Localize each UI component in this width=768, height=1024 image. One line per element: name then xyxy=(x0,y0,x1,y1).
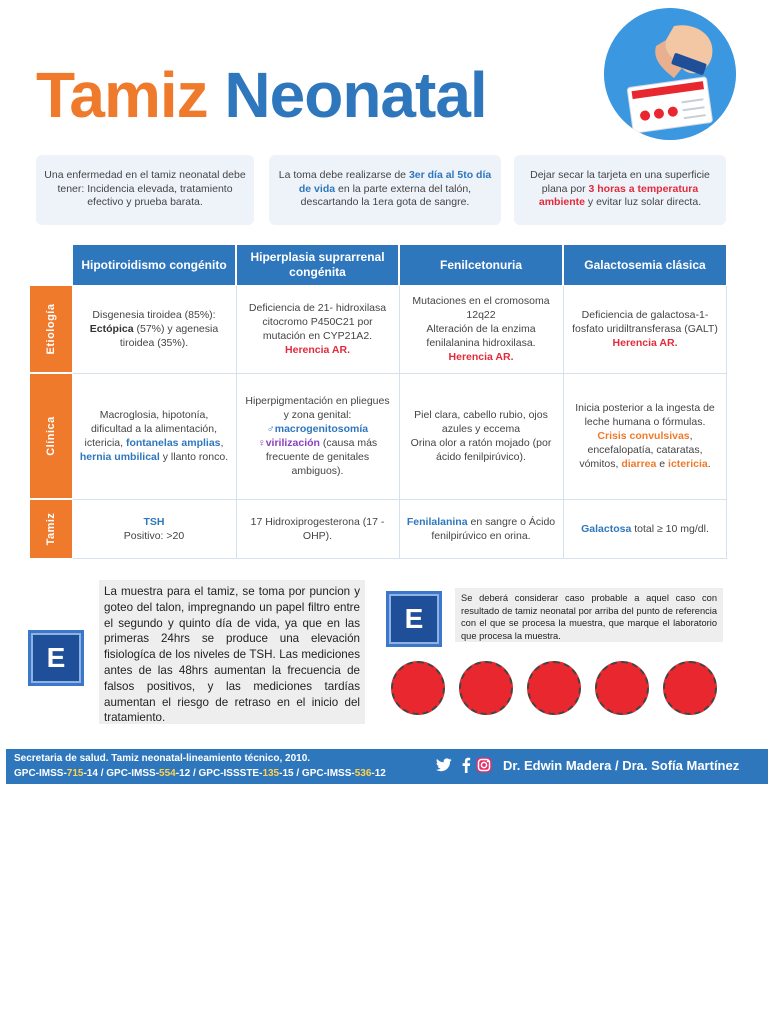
cell-text: e xyxy=(656,458,669,470)
cell-text: Mutaciones en el cromosoma 12q22 xyxy=(412,295,550,321)
cell-highlight: hernia umbilical xyxy=(79,451,160,463)
cell-text: Deficiencia de galactosa-1-fosfato uridiltransferasa (GALT) xyxy=(572,309,718,335)
cell-highlight: Crisis convulsivas xyxy=(597,430,690,442)
guide-number: 536 xyxy=(354,768,372,779)
cell-text: Inicia posterior a la ingesta de leche humana o fórmulas. xyxy=(575,402,715,428)
cell-clinica-fenilcetonuria xyxy=(400,374,562,498)
title-word-tamiz: Tamiz xyxy=(36,59,208,131)
blood-spot-icon xyxy=(459,661,513,715)
guide-code: GPC-IMSS- xyxy=(106,768,160,779)
blood-spot-icon xyxy=(663,661,717,715)
note-text: Dejar secar la tarjeta en una superficie plana por xyxy=(530,169,710,195)
cell-tamiz-fenilcetonuria xyxy=(400,500,562,558)
cell-etiologia-hiperplasia xyxy=(237,286,398,372)
guide-number: 554 xyxy=(159,768,176,779)
row-label-tamiz xyxy=(30,500,72,558)
cell-etiologia-fenilcetonuria xyxy=(400,286,562,372)
note-text: Una enfermedad en el tamiz neonatal debe tener: Incidencia elevada, tratamiento efectivo y prueba barata. xyxy=(44,169,246,208)
instagram-icon[interactable] xyxy=(476,757,492,773)
cell-text: Orina olor a ratón mojado (por ácido fenilpirúvico). xyxy=(410,437,552,463)
cell-text: , encefalopatía, cataratas, vómitos, xyxy=(579,430,703,470)
cell-etiologia-hipotiroidismo xyxy=(73,286,235,372)
cell-tamiz-hipotiroidismo xyxy=(73,500,235,558)
cell-highlight: ictericia xyxy=(668,458,708,470)
cell-text: Positivo: >20 xyxy=(123,530,185,542)
guide-code: GPC-ISSSTE- xyxy=(198,768,263,779)
blood-spot-icon xyxy=(391,661,445,715)
guide-code: -12 xyxy=(175,768,191,779)
row-label-clinica xyxy=(30,374,72,498)
cell-clinica-hiperplasia xyxy=(237,374,398,498)
grid-divider xyxy=(726,286,727,558)
guide-code: -15 xyxy=(279,768,294,779)
cell-text: en sangre o Ácido fenilpirúvico en orina. xyxy=(431,516,556,542)
separator: / xyxy=(190,768,199,779)
note-text: en la parte externa del talón, descartando la 1era gota de sangre. xyxy=(300,182,472,208)
cell-highlight: Fenilalanina xyxy=(406,516,468,528)
cell-text: Macroglosia, hipotonía, dificultad a la alimentación, ictericia, xyxy=(84,409,218,449)
cell-text: (57%) y agenesia tiroidea (35%). xyxy=(119,323,219,349)
blood-spot-icon xyxy=(595,661,649,715)
row-label-text: Etiología xyxy=(45,303,57,355)
cell-highlight: ♂macrogenitosomía xyxy=(266,423,369,435)
cell-text: total ≥ 10 mg/dl. xyxy=(631,523,709,535)
cell-text: Piel clara, cabello rubio, ojos azules y eccema xyxy=(414,409,548,435)
cell-tamiz-hiperplasia xyxy=(237,500,398,558)
cell-highlight: Galactosa xyxy=(581,523,632,535)
facebook-icon[interactable] xyxy=(458,757,474,773)
page-title xyxy=(36,58,487,132)
cell-tamiz-galactosemia xyxy=(564,500,726,558)
guide-code: -12 xyxy=(371,768,386,779)
cell-highlight: Herencia AR. xyxy=(448,351,514,363)
note-box-drying xyxy=(514,155,726,225)
note-highlight: 3 horas a temperatura ambiente xyxy=(538,182,699,208)
footer-authors: Dr. Edwin Madera / Dra. Sofía Martínez xyxy=(503,758,740,773)
separator: / xyxy=(293,768,302,779)
twitter-icon[interactable] xyxy=(436,757,452,773)
cell-highlight: Herencia AR. xyxy=(612,337,678,349)
note-box-timing xyxy=(269,155,501,225)
cell-text: Disgenesia tiroidea (85%): xyxy=(92,309,216,321)
blood-spot-icon xyxy=(527,661,581,715)
row-label-etiologia xyxy=(30,286,72,372)
column-header-galactosemia: Galactosemia clásica xyxy=(564,245,726,285)
cell-bold: Ectópica xyxy=(89,323,134,335)
note-text: La toma debe realizarse de xyxy=(278,169,409,181)
footer xyxy=(6,749,768,784)
footer-guides xyxy=(14,768,386,779)
cell-etiologia-galactosemia xyxy=(564,286,726,372)
note-text: y evitar luz solar directa. xyxy=(584,196,702,208)
evidence-text-sampling: La muestra para el tamiz, se toma por puncion y goteo del talon, impregnando un papel filtro entre el segundo y quinto día de vida, ya que en las primeras 24hrs se produce una elevación fisiologíca de los niveles de TSH. Las mediciones antes de las 48hrs aumentan la frecuencia de falsos positivos, y las mediciones tardías aumentan el riesgo de retraso en el inicio del tratamiento. xyxy=(99,580,365,724)
guide-code: GPC-IMSS- xyxy=(301,768,355,779)
cell-highlight: diarrea xyxy=(621,458,657,470)
cell-clinica-hipotiroidismo xyxy=(73,374,235,498)
column-header-hiperplasia: Hiperplasia suprarrenal congénita xyxy=(237,245,398,285)
cell-text: Hiperpigmentación en pliegues y zona genital: xyxy=(245,395,390,421)
cell-text: Alteración de la enzima fenilalanina hidroxilasa. xyxy=(426,323,536,349)
evidence-badge: E xyxy=(386,591,442,647)
title-word-neonatal: Neonatal xyxy=(224,59,487,131)
cell-highlight: ♀virilización xyxy=(257,437,320,449)
cell-highlight: fontanelas amplias xyxy=(125,437,221,449)
cell-text: , xyxy=(220,437,224,449)
cell-text: 17 Hidroxiprogesterona (17 - OHP). xyxy=(250,516,385,542)
separator: / xyxy=(97,768,107,779)
guide-number: 715 xyxy=(66,768,84,779)
footer-reference: Secretaria de salud. Tamiz neonatal-lineamiento técnico, 2010. xyxy=(14,753,311,764)
cell-highlight: Herencia AR. xyxy=(285,344,350,356)
column-header-hipotiroidismo: Hipotiroidismo congénito xyxy=(73,245,235,285)
row-label-text: Clínica xyxy=(45,416,57,456)
newborn-heel-test-icon xyxy=(604,8,736,140)
cell-text: y llanto ronco. xyxy=(159,451,229,463)
cell-text: Deficiencia de 21- hidroxilasa citocromo P450C21 por mutación en CYP21A2. xyxy=(248,302,387,342)
cell-clinica-galactosemia xyxy=(564,374,726,498)
guide-code: -14 xyxy=(83,768,98,779)
guide-number: 135 xyxy=(262,768,280,779)
evidence-text-probable-case: Se deberá considerar caso probable a aquel caso con resultado de tamiz neonatal por arriba del punto de referencia con el que se procesa la muestra, que marque el laboratorio que procesa la muestra. xyxy=(455,588,723,642)
guide-code: GPC-IMSS- xyxy=(14,768,67,779)
cell-highlight: TSH xyxy=(143,516,165,528)
note-box-requirements xyxy=(36,155,254,225)
grid-divider xyxy=(73,558,727,559)
column-header-fenilcetonuria: Fenilcetonuria xyxy=(400,245,562,285)
evidence-badge: E xyxy=(28,630,84,686)
cell-text: (causa más frecuente de genitales ambiguos). xyxy=(265,437,378,477)
note-highlight: 3er día al 5to día de vida xyxy=(298,169,492,195)
cell-text: . xyxy=(707,458,711,470)
row-label-text: Tamiz xyxy=(45,512,57,546)
